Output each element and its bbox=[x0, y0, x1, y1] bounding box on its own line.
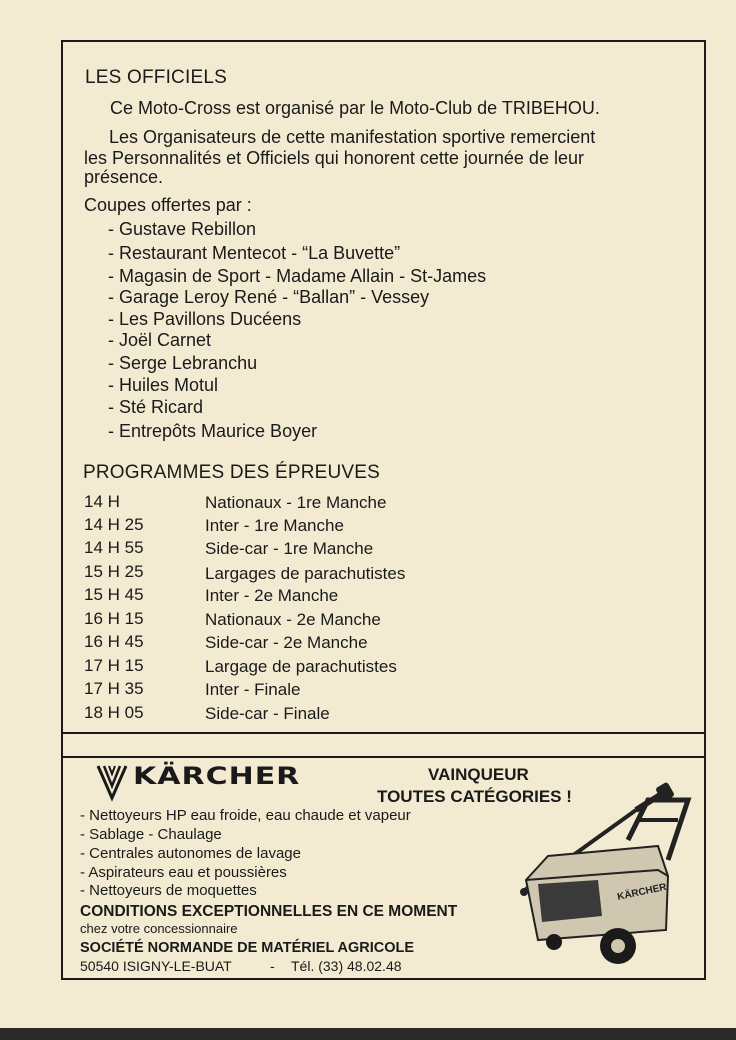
schedule-time: 16 H 45 bbox=[84, 632, 144, 651]
machine-brand-label: KÄRCHER bbox=[616, 881, 668, 903]
list-item: - Sté Ricard bbox=[108, 397, 204, 417]
winner-line2: TOUTES CATÉGORIES ! bbox=[377, 787, 572, 806]
schedule-event: Side-car - 2e Manche bbox=[205, 633, 368, 652]
page-bottom-edge bbox=[0, 1028, 736, 1040]
schedule-event: Nationaux - 2e Manche bbox=[205, 610, 381, 629]
list-item: - Huiles Motul bbox=[108, 375, 219, 395]
list-item: - Entrepôts Maurice Boyer bbox=[108, 421, 318, 441]
karcher-logo-icon bbox=[96, 762, 128, 802]
schedule-time: 14 H 25 bbox=[84, 515, 144, 534]
schedule-event: Inter - 1re Manche bbox=[205, 516, 344, 535]
divider-bottom bbox=[63, 756, 704, 758]
schedule-time: 16 H 15 bbox=[84, 609, 144, 628]
winner-line1: VAINQUEUR bbox=[428, 765, 529, 784]
officiels-para1: Ce Moto-Cross est organisé par le Moto-Club de TRIBEHOU. bbox=[110, 98, 600, 118]
product-item: - Aspirateurs eau et poussières bbox=[80, 864, 287, 881]
list-item: - Magasin de Sport - Madame Allain - St-James bbox=[108, 266, 487, 286]
list-item: - Serge Lebranchu bbox=[108, 353, 258, 373]
schedule-time: 14 H 55 bbox=[84, 538, 144, 557]
list-item: - Garage Leroy René - “Ballan” - Vessey bbox=[108, 287, 430, 307]
schedule-time: 18 H 05 bbox=[84, 703, 144, 722]
product-item: - Sablage - Chaulage bbox=[80, 826, 222, 843]
dealer-address: 50540 ISIGNY-LE-BUAT bbox=[80, 958, 232, 974]
schedule-time: 14 H bbox=[84, 492, 120, 511]
schedule-time: 15 H 25 bbox=[84, 562, 144, 581]
offer-text: CONDITIONS EXCEPTIONNELLES EN CE MOMENT bbox=[80, 903, 458, 920]
officiels-para2-line2: les Personnalités et Officiels qui honorent cette journée de leur bbox=[84, 148, 584, 168]
schedule-event: Side-car - 1re Manche bbox=[205, 539, 374, 558]
programme-title: PROGRAMMES DES ÉPREUVES bbox=[83, 462, 381, 483]
divider-top bbox=[63, 732, 704, 734]
schedule-event: Side-car - Finale bbox=[205, 704, 330, 723]
list-item: - Restaurant Mentecot - “La Buvette” bbox=[108, 243, 401, 263]
schedule-event: Largage de parachutistes bbox=[205, 657, 397, 676]
list-item: - Joël Carnet bbox=[108, 330, 212, 350]
officiels-para2-line3: présence. bbox=[84, 167, 164, 187]
cups-label: Coupes offertes par : bbox=[84, 195, 252, 215]
schedule-event: Inter - Finale bbox=[205, 680, 301, 699]
list-item: - Les Pavillons Ducéens bbox=[108, 309, 302, 329]
dealer-intro: chez votre concessionnaire bbox=[80, 921, 238, 936]
officiels-para2-line1: Les Organisateurs de cette manifestation sportive remercient bbox=[109, 127, 596, 147]
list-item: - Gustave Rebillon bbox=[108, 219, 257, 239]
karcher-brand: KÄRCHER bbox=[133, 762, 301, 791]
dealer-name: SOCIÉTÉ NORMANDE DE MATÉRIEL AGRICOLE bbox=[80, 940, 415, 956]
schedule-time: 17 H 35 bbox=[84, 679, 144, 698]
schedule-time: 15 H 45 bbox=[84, 585, 144, 604]
product-item: - Nettoyeurs HP eau froide, eau chaude et vapeur bbox=[80, 807, 411, 824]
dealer-phone: Tél. (33) 48.02.48 bbox=[291, 958, 402, 974]
pressure-washer-illustration bbox=[518, 780, 698, 970]
product-item: - Nettoyeurs de moquettes bbox=[80, 882, 257, 899]
schedule-event: Largages de parachutistes bbox=[205, 564, 406, 583]
officiels-title: LES OFFICIELS bbox=[85, 67, 227, 88]
schedule-event: Nationaux - 1re Manche bbox=[205, 493, 387, 512]
product-item: - Centrales autonomes de lavage bbox=[80, 845, 301, 862]
schedule-event: Inter - 2e Manche bbox=[205, 586, 339, 605]
schedule-time: 17 H 15 bbox=[84, 656, 144, 675]
address-separator: - bbox=[270, 958, 275, 974]
